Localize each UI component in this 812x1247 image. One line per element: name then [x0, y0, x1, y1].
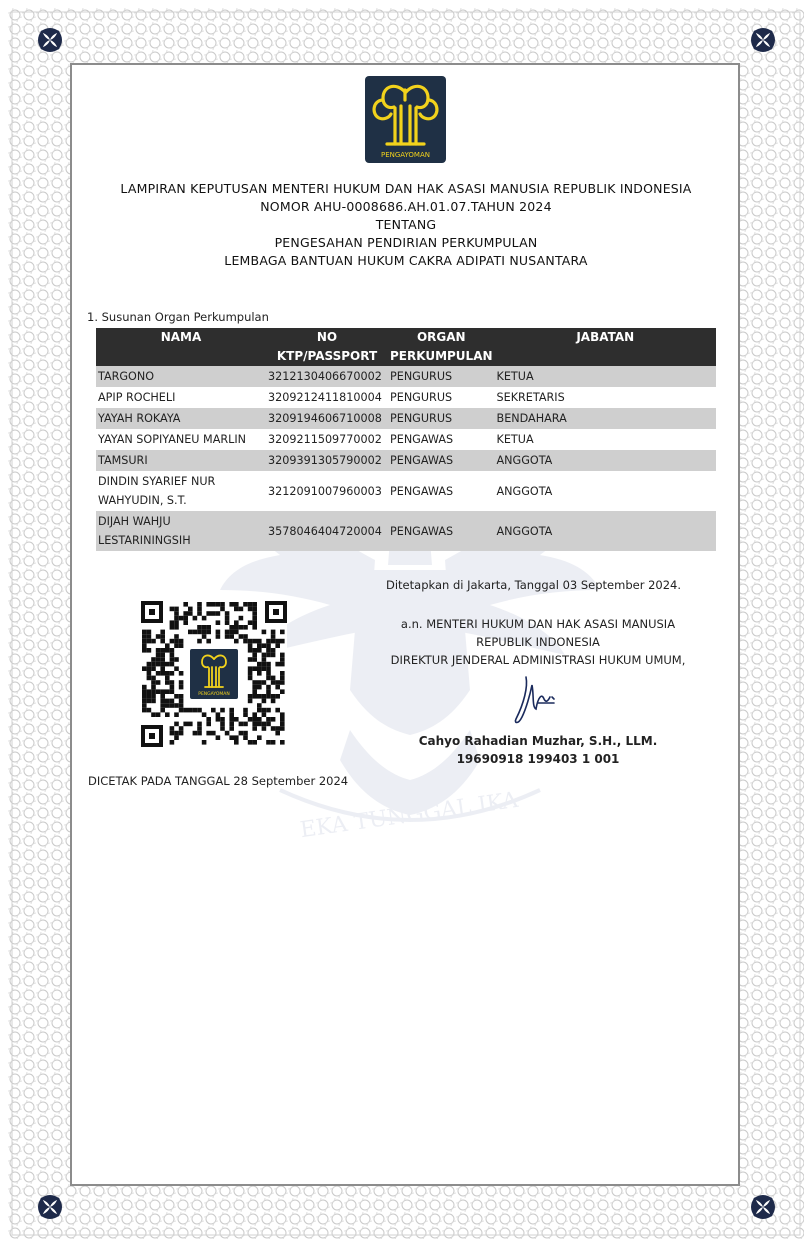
signer-name: Cahyo Rahadian Muzhar, S.H., LLM. [418, 734, 658, 748]
cell-nama: YAYAH ROKAYA [96, 408, 266, 429]
cell-jabatan: BENDAHARA [495, 408, 716, 429]
cell-ktp: 3209391305790002 [266, 450, 388, 471]
authority-line-3: DIREKTUR JENDERAL ADMINISTRASI HUKUM UMUM, [390, 653, 686, 667]
header-ktp: NO KTP/PASSPORT [266, 328, 388, 366]
cell-ktp: 3212091007960003 [266, 471, 388, 511]
cell-ktp: 3209194606710008 [266, 408, 388, 429]
cell-nama: DINDIN SYARIEF NUR WAHYUDIN, S.T. [96, 471, 266, 511]
cell-jabatan: KETUA [495, 366, 716, 387]
table-row [96, 471, 716, 511]
header-line-4: PENGESAHAN PENDIRIAN PERKUMPULAN [274, 235, 538, 250]
header-line-1: LAMPIRAN KEPUTUSAN MENTERI HUKUM DAN HAK ASASI MANUSIA REPUBLIK INDONESIA [120, 181, 692, 196]
printed-date: DICETAK PADA TANGGAL 28 September 2024 [88, 774, 349, 788]
qr-code [141, 601, 287, 747]
cell-organ: PENGAWAS [388, 511, 495, 551]
header-organ: ORGAN PERKUMPULAN [388, 328, 495, 366]
corner-ornament-icon [751, 1195, 775, 1219]
table-row [96, 366, 716, 387]
signer [378, 732, 698, 768]
signer-nip: 19690918 199403 1 001 [456, 752, 620, 766]
table-row [96, 387, 716, 408]
header-line-5: LEMBAGA BANTUAN HUKUM CAKRA ADIPATI NUSANTARA [224, 253, 588, 268]
corner-ornament-icon [38, 28, 62, 52]
signing-date: Ditetapkan di Jakarta, Tanggal 03 September 2024. [386, 578, 682, 592]
table-header-row [96, 328, 716, 366]
cell-ktp: 3209212411810004 [266, 387, 388, 408]
cell-organ: PENGAWAS [388, 450, 495, 471]
signing-authority [378, 615, 698, 669]
logo-caption: PENGAYOMAN [380, 151, 431, 159]
cell-jabatan: ANGGOTA [495, 471, 716, 511]
cell-organ: PENGURUS [388, 408, 495, 429]
cell-organ: PENGAWAS [388, 429, 495, 450]
cell-jabatan: KETUA [495, 429, 716, 450]
cell-nama: APIP ROCHELI [96, 387, 266, 408]
cell-jabatan: ANGGOTA [495, 450, 716, 471]
pengayoman-logo [365, 76, 446, 163]
qr-logo-caption: PENGAYOMAN [198, 692, 230, 697]
cell-organ: PENGURUS [388, 366, 495, 387]
cell-jabatan: SEKRETARIS [495, 387, 716, 408]
table-row [96, 511, 716, 551]
cell-nama: TAMSURI [96, 450, 266, 471]
header-jabatan: JABATAN [495, 328, 716, 366]
authority-line-1: a.n. MENTERI HUKUM DAN HAK ASASI MANUSIA [400, 617, 676, 631]
header-nama: NAMA [96, 328, 266, 366]
watermark-motto: EKA TUNGGAL IKA [298, 787, 520, 844]
cell-organ: PENGURUS [388, 387, 495, 408]
header-line-2: NOMOR AHU-0008686.AH.01.07.TAHUN 2024 [260, 199, 552, 214]
header-line-3: TENTANG [375, 217, 437, 232]
organ-table [96, 328, 716, 551]
cell-organ: PENGAWAS [388, 471, 495, 511]
table-row [96, 429, 716, 450]
section-label: 1. Susunan Organ Perkumpulan [87, 310, 269, 324]
corner-ornament-icon [751, 28, 775, 52]
table-row [96, 408, 716, 429]
cell-jabatan: ANGGOTA [495, 511, 716, 551]
cell-nama: YAYAN SOPIYANEU MARLIN [96, 429, 266, 450]
cell-nama: DIJAH WAHJU LESTARININGSIH [96, 511, 266, 551]
corner-ornament-icon [38, 1195, 62, 1219]
decree-header [90, 180, 722, 270]
cell-ktp: 3212130406670002 [266, 366, 388, 387]
cell-ktp: 3578046404720004 [266, 511, 388, 551]
authority-line-2: REPUBLIK INDONESIA [476, 635, 600, 649]
cell-nama: TARGONO [96, 366, 266, 387]
handwritten-signature [508, 673, 568, 733]
cell-ktp: 3209211509770002 [266, 429, 388, 450]
table-row [96, 450, 716, 471]
